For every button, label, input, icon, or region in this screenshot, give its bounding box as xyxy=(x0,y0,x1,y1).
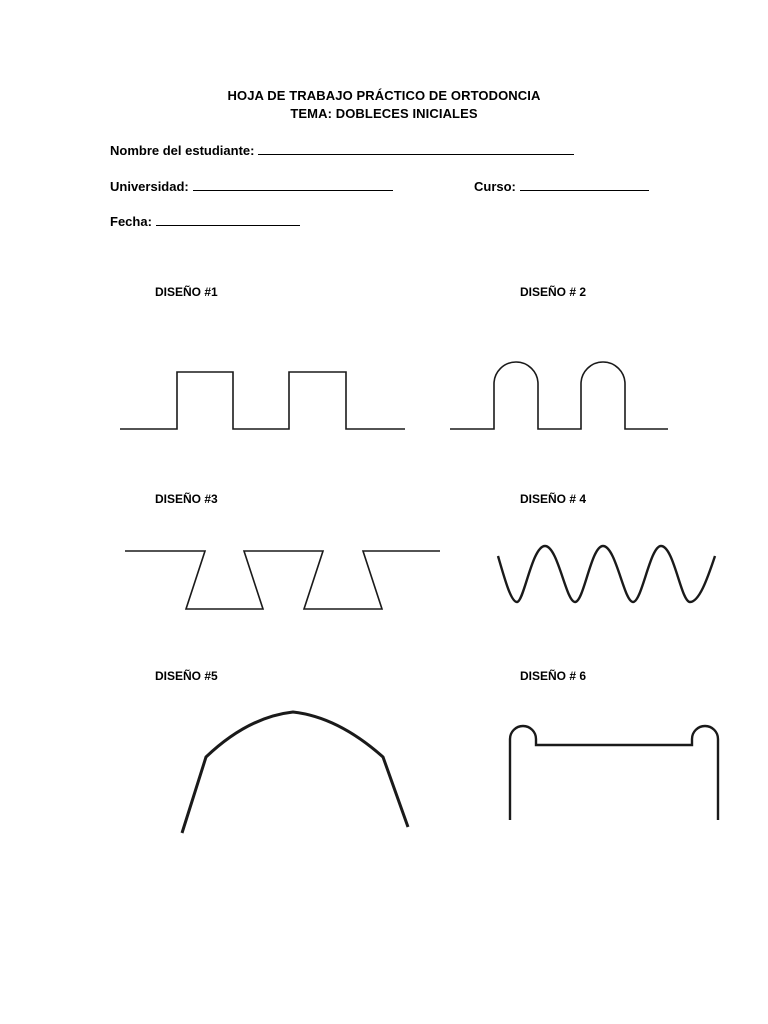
design-4-label: DISEÑO # 4 xyxy=(520,492,587,506)
student-name-label: Nombre del estudiante: xyxy=(110,143,255,158)
design-6-label: DISEÑO # 6 xyxy=(520,669,587,683)
design-3-label: DISEÑO #3 xyxy=(155,492,218,506)
design-5-label: DISEÑO #5 xyxy=(155,669,218,683)
worksheet-title: HOJA DE TRABAJO PRÁCTICO DE ORTODONCIA xyxy=(227,88,541,103)
course-label: Curso: xyxy=(474,179,516,194)
date-label: Fecha: xyxy=(110,214,152,229)
design-1-square-bends xyxy=(120,372,405,429)
design-2-rounded-bends xyxy=(450,362,668,429)
design-6-rectangular-loop xyxy=(510,726,718,820)
design-3-trapezoid-bends xyxy=(125,551,440,609)
design-1-label: DISEÑO #1 xyxy=(155,285,218,299)
design-5-arch xyxy=(182,712,408,833)
worksheet-subtitle: TEMA: DOBLECES INICIALES xyxy=(290,106,478,121)
design-4-sine-wave xyxy=(498,546,715,602)
design-2-label: DISEÑO # 2 xyxy=(520,285,587,299)
university-label: Universidad: xyxy=(110,179,189,194)
